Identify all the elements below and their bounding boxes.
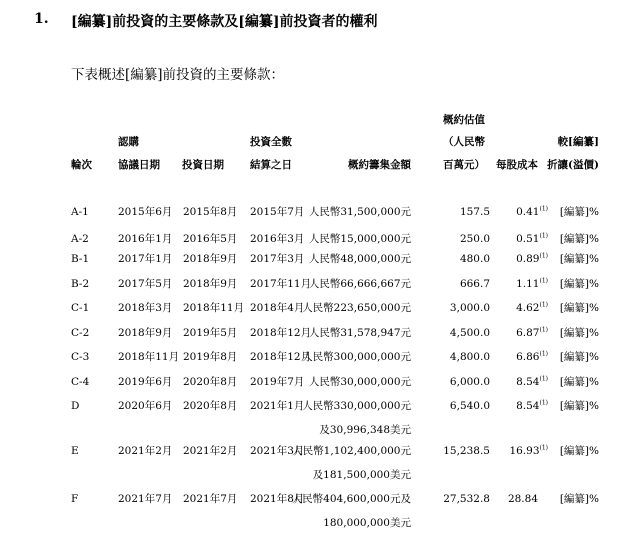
valuation-cell: 3,000.0 [449, 302, 490, 314]
round-cell: A-1 [71, 206, 89, 218]
footnote-marker: (1) [539, 252, 548, 260]
discount-cell: [編纂]% [559, 493, 599, 505]
investment-date-cell: 2021年7月 [183, 493, 238, 505]
discount-cell: [編纂]% [559, 400, 599, 412]
discount-cell: [編纂]% [559, 302, 599, 314]
investment-date-cell: 2015年8月 [183, 206, 238, 218]
cost-cell [516, 352, 548, 363]
investment-date-cell: 2018年11月 [183, 302, 245, 314]
valuation-cell: 15,238.5 [443, 445, 490, 457]
settlement-date-cell: 2017年3月 [250, 253, 305, 265]
amount-cell-line: 人民幣31,500,000元 [308, 206, 411, 218]
header-amount: 概約籌集金額 [348, 159, 411, 171]
amount-cell-line: 及30,996,348美元 [319, 424, 411, 436]
header-investment-date: 投資日期 [182, 159, 224, 171]
valuation-cell: 27,532.8 [443, 493, 490, 505]
amount-cell-line: 人民幣15,000,000元 [308, 233, 411, 245]
investment-date-cell: 2021年2月 [183, 445, 238, 457]
amount-cell-line: 人民幣30,000,000元 [308, 376, 411, 388]
discount-cell: [編纂]% [559, 445, 599, 457]
round-cell: E [71, 445, 79, 457]
round-cell: B-1 [71, 253, 90, 265]
discount-cell: [編纂]% [559, 376, 599, 388]
subscription-date-cell: 2020年6月 [118, 400, 173, 412]
settlement-date-cell: 2017年11月 [250, 278, 312, 290]
investment-date-cell: 2016年5月 [183, 233, 238, 245]
header-subscription-line1: 認購 [118, 136, 139, 148]
discount-cell: [編纂]% [559, 206, 599, 218]
cost-cell [516, 279, 548, 290]
cost-cell [516, 303, 548, 314]
discount-cell: [編纂]% [559, 351, 599, 363]
investment-date-cell: 2018年9月 [183, 278, 238, 290]
footnote-marker: (1) [539, 350, 548, 358]
cost-value: 4.62 [516, 302, 540, 314]
valuation-cell: 6,000.0 [449, 376, 490, 388]
cost-cell [516, 254, 548, 265]
amount-cell-line: 人民幣223,650,000元 [302, 302, 411, 314]
discount-cell: [編纂]% [559, 233, 599, 245]
header-settlement-line2: 結算之日 [250, 159, 292, 171]
cost-value: 0.51 [516, 233, 540, 245]
discount-cell: [編纂]% [559, 278, 599, 290]
investment-date-cell: 2019年5月 [183, 327, 238, 339]
valuation-cell: 666.7 [459, 278, 490, 290]
subscription-date-cell: 2018年9月 [118, 327, 173, 339]
amount-cell-line: 人民幣330,000,000元 [302, 400, 411, 412]
footnote-marker: (1) [539, 301, 548, 309]
cost-value: 0.41 [516, 206, 540, 218]
amount-cell-line: 人民幣66,666,667元 [308, 278, 411, 290]
cost-value: 0.89 [516, 253, 540, 265]
round-cell: C-2 [71, 327, 90, 339]
cost-value: 1.11 [516, 278, 540, 290]
discount-cell: [編纂]% [559, 253, 599, 265]
cost-cell [516, 207, 548, 218]
round-cell: C-3 [71, 351, 90, 363]
header-settlement-line1: 投資全數 [250, 136, 292, 148]
amount-cell-line: 及181,500,000美元 [312, 469, 411, 481]
header-discount-line1: 較[編纂] [557, 136, 599, 148]
footnote-marker: (1) [539, 375, 548, 383]
investment-date-cell: 2019年8月 [183, 351, 238, 363]
valuation-cell: 4,800.0 [449, 351, 490, 363]
settlement-date-cell: 2018年12月 [250, 351, 312, 363]
footnote-marker: (1) [539, 399, 548, 407]
amount-cell-line: 180,000,000美元 [323, 517, 411, 529]
settlement-date-cell: 2018年12月 [250, 327, 312, 339]
investment-date-cell: 2020年8月 [183, 400, 238, 412]
settlement-date-cell: 2016年3月 [250, 233, 305, 245]
subscription-date-cell: 2021年7月 [118, 493, 173, 505]
amount-cell-line: 人民幣300,000,000元 [302, 351, 411, 363]
amount-cell-line: 人民幣404,600,000元及 [291, 493, 411, 505]
subscription-date-cell: 2019年6月 [118, 376, 173, 388]
round-cell: C-4 [71, 376, 90, 388]
settlement-date-cell: 2019年7月 [250, 376, 305, 388]
amount-cell-line: 人民幣1,102,400,000元 [292, 445, 411, 457]
subscription-date-cell: 2017年1月 [118, 253, 173, 265]
round-cell: B-2 [71, 278, 90, 290]
cost-cell [516, 328, 548, 339]
subscription-date-cell: 2017年5月 [118, 278, 173, 290]
subscription-date-cell: 2018年3月 [118, 302, 173, 314]
footnote-marker: (1) [539, 232, 548, 240]
header-valuation-line3: 百萬元） [443, 159, 485, 171]
settlement-date-cell: 2021年1月 [250, 400, 305, 412]
intro-paragraph: 下表概述[編纂]前投資的主要條款： [71, 67, 285, 83]
round-cell: C-1 [71, 302, 90, 314]
header-subscription-line2: 協議日期 [118, 159, 160, 171]
amount-cell-line: 人民幣31,578,947元 [308, 327, 411, 339]
section-title: [編纂]前投資的主要條款及[編纂]前投資者的權利 [71, 14, 378, 30]
round-cell: F [71, 493, 79, 505]
valuation-cell: 6,540.0 [449, 400, 490, 412]
cost-cell [508, 494, 538, 505]
header-discount-line2: 折讓(溢價) [547, 159, 599, 171]
subscription-date-cell: 2016年1月 [118, 233, 173, 245]
settlement-date-cell: 2021年8月 [250, 493, 305, 505]
round-cell: A-2 [71, 233, 89, 245]
cost-value: 16.93 [509, 445, 540, 457]
header-cost: 每股成本 [496, 159, 538, 171]
section-number: 1. [34, 11, 49, 27]
footnote-marker: (1) [539, 326, 548, 334]
investment-date-cell: 2018年9月 [183, 253, 238, 265]
settlement-date-cell: 2021年3月 [250, 445, 305, 457]
footnote-marker: (1) [539, 444, 548, 452]
settlement-date-cell: 2015年7月 [250, 206, 305, 218]
subscription-date-cell: 2021年2月 [118, 445, 173, 457]
cost-value: 6.87 [516, 327, 540, 339]
valuation-cell: 4,500.0 [449, 327, 490, 339]
subscription-date-cell: 2018年11月 [118, 351, 180, 363]
cost-cell [516, 377, 548, 388]
valuation-cell: 157.5 [459, 206, 490, 218]
subscription-date-cell: 2015年6月 [118, 206, 173, 218]
header-valuation-line1: 概約估值 [443, 114, 485, 126]
amount-cell-line: 人民幣48,000,000元 [308, 253, 411, 265]
cost-value: 28.84 [507, 493, 538, 505]
valuation-cell: 480.0 [459, 253, 490, 265]
cost-value: 6.86 [516, 351, 540, 363]
round-cell: D [71, 400, 80, 412]
settlement-date-cell: 2018年4月 [250, 302, 305, 314]
cost-value: 8.54 [516, 376, 540, 388]
discount-cell: [編纂]% [559, 327, 599, 339]
cost-value: 8.54 [516, 400, 540, 412]
cost-cell [509, 446, 548, 457]
valuation-cell: 250.0 [459, 233, 490, 245]
footnote-marker: (1) [539, 205, 548, 213]
header-round: 輪次 [71, 159, 92, 171]
footnote-marker: (1) [539, 277, 548, 285]
cost-cell [516, 234, 548, 245]
header-valuation-line2: （人民幣 [443, 136, 485, 148]
cost-cell [516, 401, 548, 412]
investment-date-cell: 2020年8月 [183, 376, 238, 388]
